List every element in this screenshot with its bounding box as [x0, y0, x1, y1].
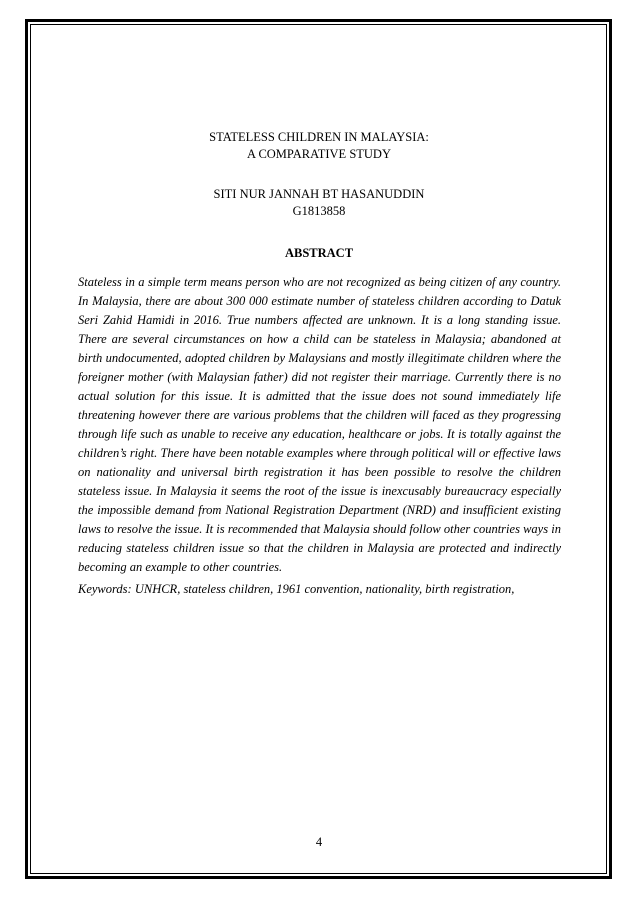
title-line-1: STATELESS CHILDREN IN MALAYSIA:: [209, 130, 429, 144]
author-id: G1813858: [292, 204, 346, 218]
keywords-line: Keywords: UNHCR, stateless children, 1961 convention, nationality, birth registration,: [78, 582, 515, 596]
title-line-2: A COMPARATIVE STUDY: [246, 147, 391, 161]
page-number: 4: [315, 835, 323, 849]
abstract-body: Stateless in a simple term means person who are not recognized as being citizen of any country. In Malaysia, there are about 300 000 estimate number of stateless children according to Datuk Seri Zahid Hamidi in 2016. True numbers affected are unknown. It is a long standing issue. There are several circumstances on how a child can be stateless in Malaysia; abandoned at birth undocumented, adopted children by Malaysians and mostly illegitimate children where the foreigner mother (with Malaysian father) did not register their marriage. Currently there is no actual solution for this issue. It is admitted that the issue does not sound immediately life threatening however there are various problems that the children will faced as they progressing through life such as unable to receive any education, healthcare or jobs. It is totally against the children’s right. There have been notable examples where through political will or effective laws on nationality and universal birth registration it has been possible to resolve the children stateless issue. In Malaysia it seems the root of the issue is inexcusably bureaucracy especially the impossible demand from National Registration Department (NRD) and insufficient existing laws to resolve the issue. It is recommended that Malaysia should follow other countries ways in reducing stateless children issue so that the children in Malaysia are protected and indirectly becoming an example to other countries.: [78, 275, 561, 574]
document-title: [0, 129, 638, 163]
author-block: [0, 186, 638, 220]
author-name: SITI NUR JANNAH BT HASANUDDIN: [213, 187, 425, 201]
abstract-heading: ABSTRACT: [284, 246, 354, 260]
